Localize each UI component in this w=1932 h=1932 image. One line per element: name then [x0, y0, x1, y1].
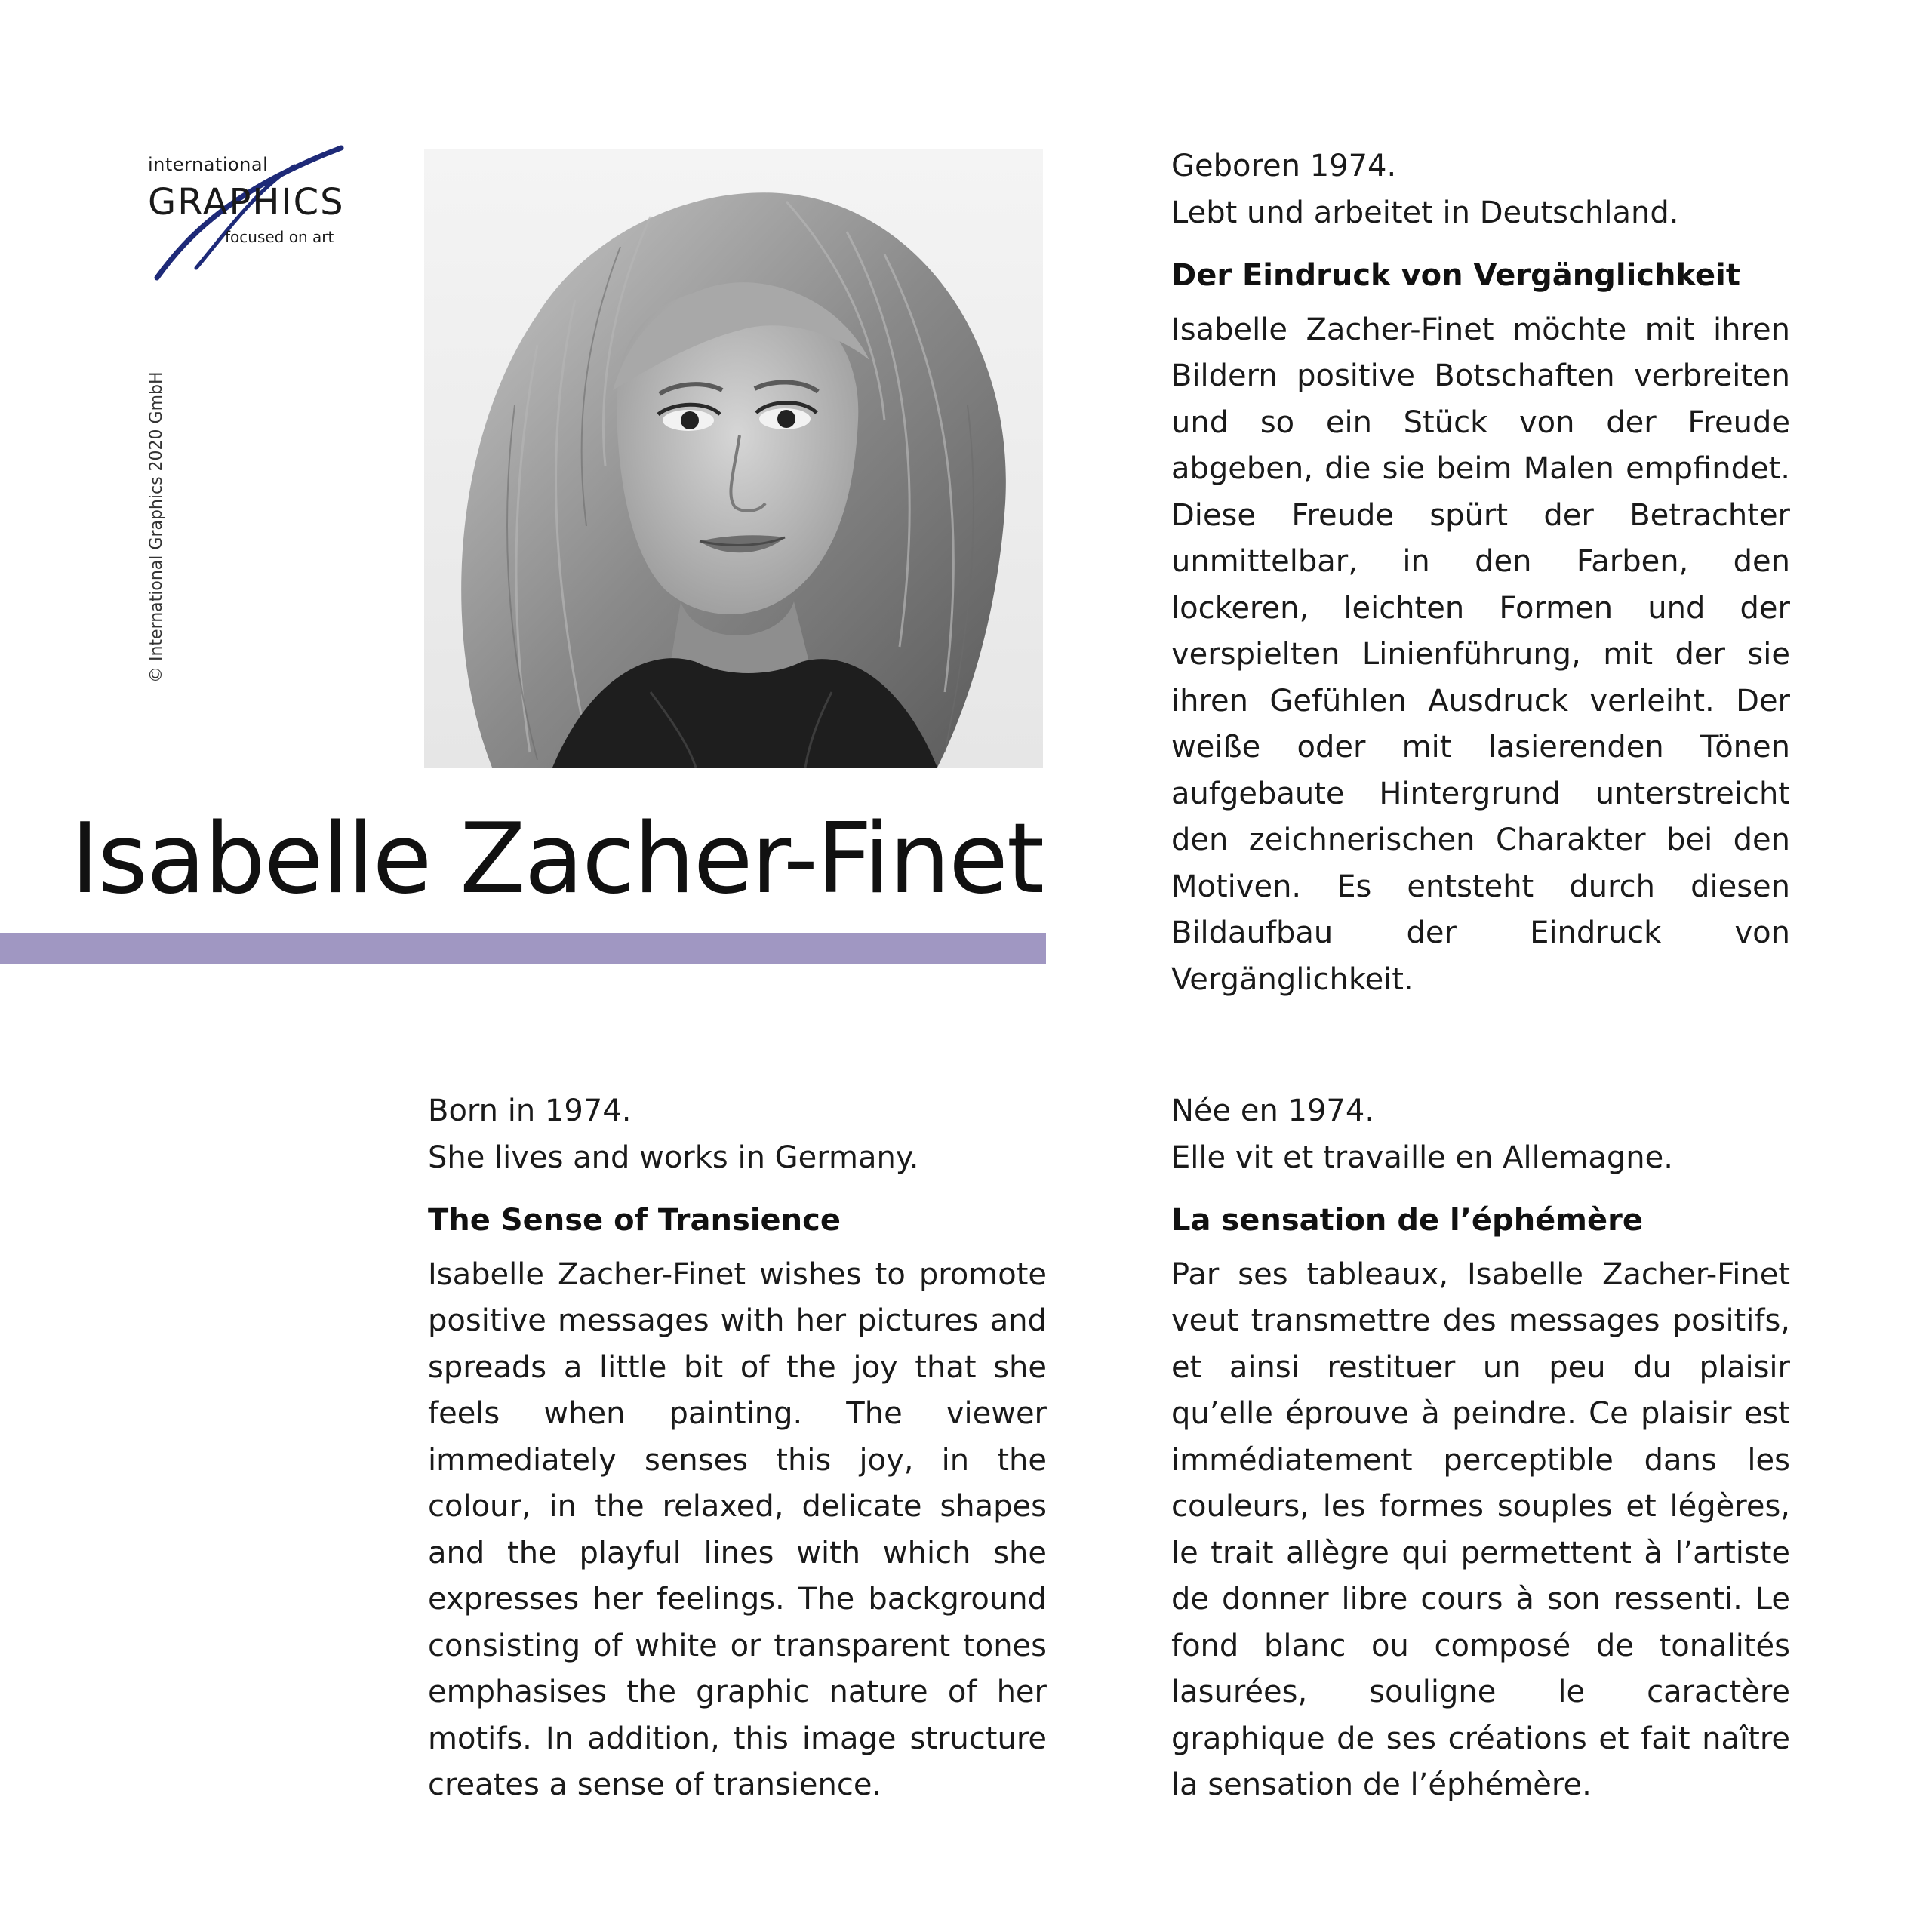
biography-german — [1171, 143, 1790, 1003]
international-graphics-logo — [143, 143, 355, 294]
logo-text-international: international — [148, 154, 269, 175]
artist-portrait-photo — [424, 149, 1043, 768]
artist-name-heading: Isabelle Zacher-Finet — [70, 803, 1043, 915]
lives-line-english: She lives and works in Germany. — [428, 1140, 919, 1175]
lives-line-french: Elle vit et travaille en Allemagne. — [1171, 1140, 1673, 1175]
lives-line-german: Lebt und arbeitet in Deutschland. — [1171, 195, 1679, 230]
body-english: Isabelle Zacher-Finet wishes to promote positive messages with her pictures and spreads a little bit of the joy that she feels when painting. The viewer immediately senses this joy, in the colour, in the relaxed, delicate shapes and the playful lines with which she expresses her feelings. The background consisting of white or transparent tones emphasises the graphic nature of her motifs. In addition, this image structure creates a sense of transience. — [428, 1257, 1047, 1802]
born-line-english: Born in 1974. — [428, 1094, 632, 1128]
born-line-french: Née en 1974. — [1171, 1094, 1375, 1128]
accent-bar — [0, 933, 1046, 964]
heading-english: The Sense of Transience — [428, 1203, 841, 1238]
body-french: Par ses tableaux, Isabelle Zacher-Finet veut transmettre des messages positifs, et ainsi restituer un peu du plaisir qu’elle éprouve à peindre. Ce plaisir est immédiatement perceptible dans les couleurs, les formes souples et légères, le trait allègre qui permettent à l’artiste de donner libre cours à son ressenti. Le fond blanc ou composé de tonalités lasurées, souligne le caractère graphique de ses créations et fait naître la sensation de l’éphémère. — [1171, 1257, 1790, 1802]
logo-text-graphics: GRAPHICS — [148, 181, 345, 223]
body-german: Isabelle Zacher-Finet möchte mit ihren Bildern positive Botschaften verbreiten und so ein Stück von der Freude abgeben, die sie beim Malen empfindet. Diese Freude spürt der Betrachter unmittelbar, in den Farben, den lockeren, leichten Formen und der verspielten Linienführung, mit der sie ihren Gefühlen Ausdruck verleiht. Der weiße oder mit lasierenden Tönen aufgebaute Hintergrund unterstreicht den zeichnerischen Charakter bei den Motiven. Es entsteht durch diesen Bildaufbau der Eindruck von Vergänglichkeit. — [1171, 312, 1790, 997]
portrait-image — [424, 149, 1043, 768]
biography-french — [1171, 1088, 1790, 1809]
copyright-notice: © International Graphics 2020 GmbH — [147, 371, 166, 683]
born-line-german: Geboren 1974. — [1171, 149, 1397, 183]
heading-french: La sensation de l’éphémère — [1171, 1203, 1643, 1238]
heading-german: Der Eindruck von Vergänglichkeit — [1171, 258, 1740, 293]
logo-tagline: focused on art — [225, 228, 334, 246]
biography-english — [428, 1088, 1047, 1809]
